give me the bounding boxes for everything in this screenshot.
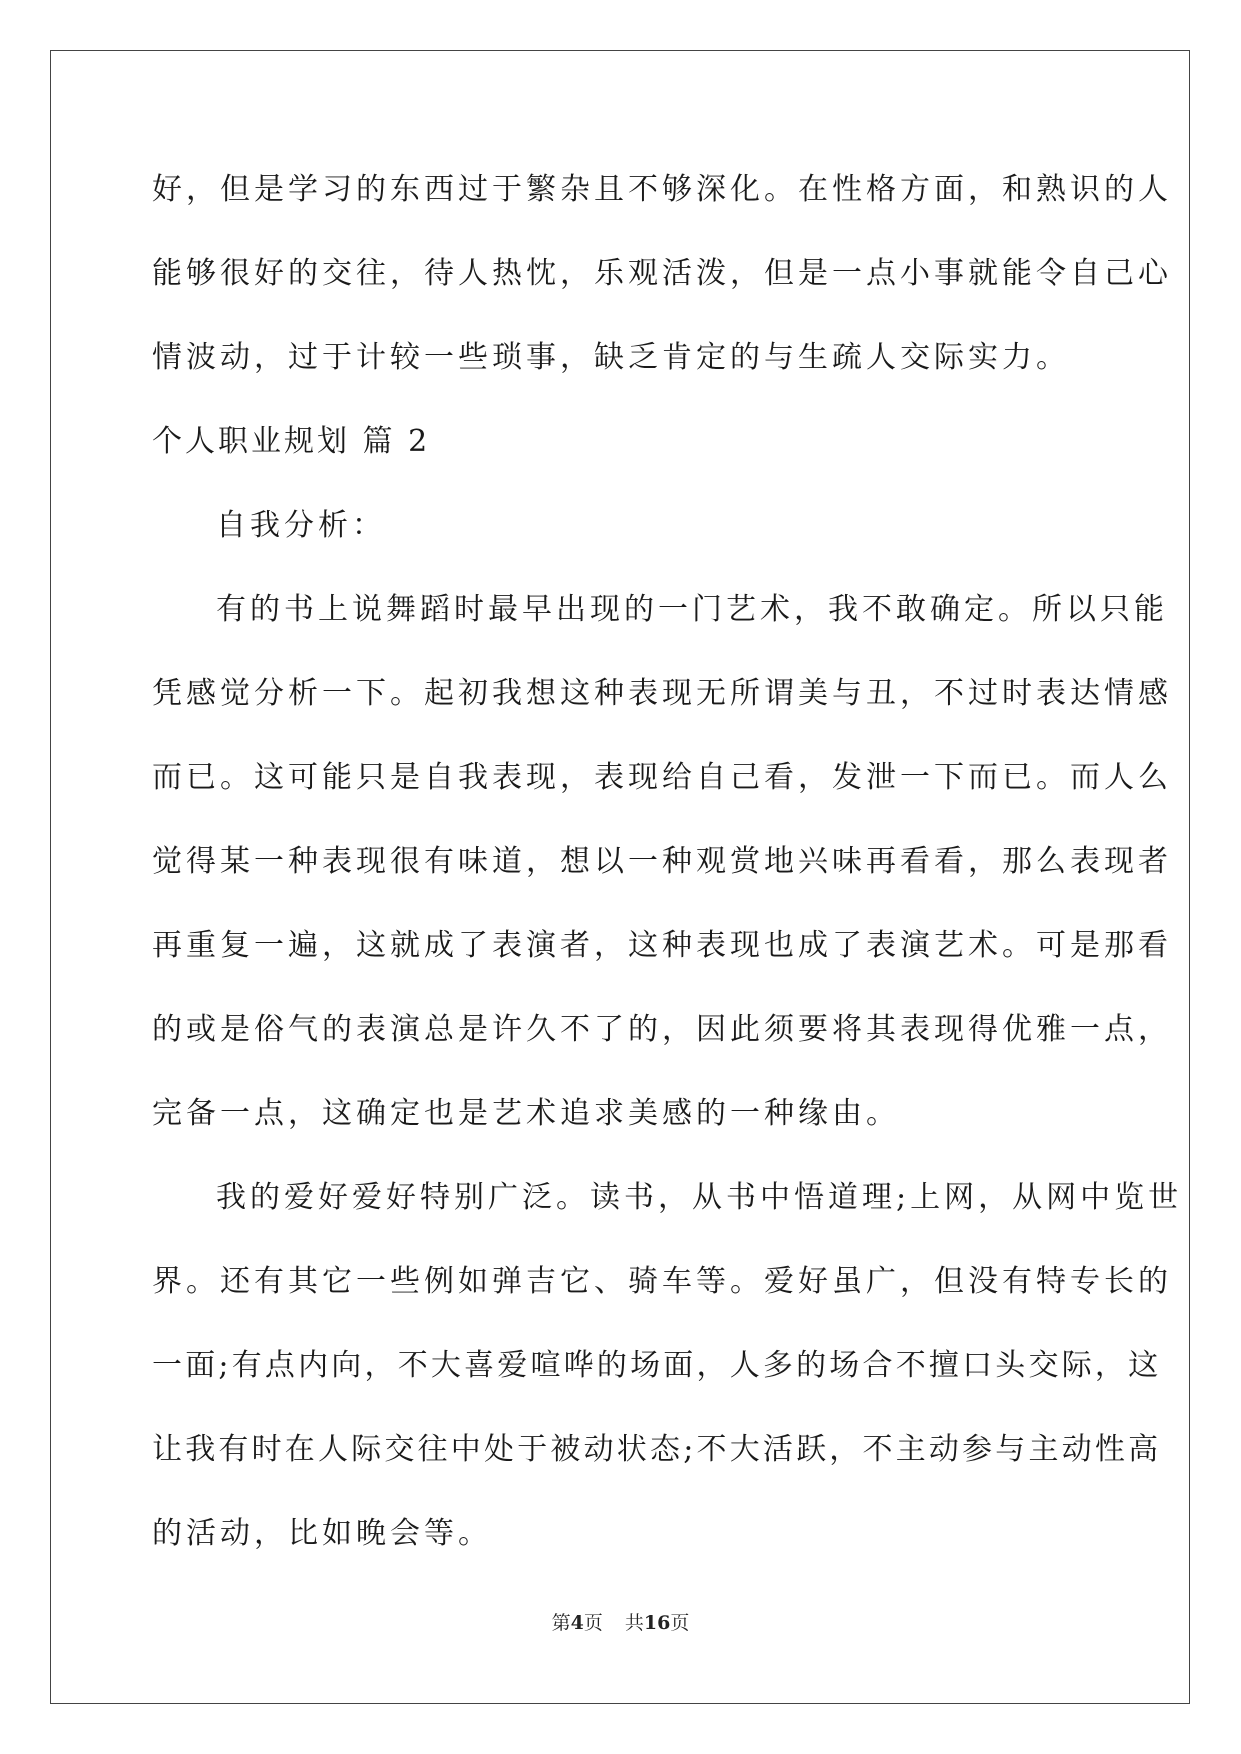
text-line: 再重复一遍，这就成了表演者，这种表现也成了表演艺术。可是那看	[152, 928, 1172, 963]
text-line: 情波动，过于计较一些琐事，缺乏肯定的与生疏人交际实力。	[152, 340, 1070, 375]
total-pages-number: 16	[643, 1612, 671, 1634]
document-body	[152, 158, 1183, 1586]
text-line: 而已。这可能只是自我表现，表现给自己看，发泄一下而已。而人么	[152, 760, 1172, 795]
current-page-number: 4	[570, 1612, 584, 1634]
subheading: 自我分析：	[216, 508, 386, 543]
text-line: 好，但是学习的东西过于繁杂且不够深化。在性格方面，和熟识的人	[152, 172, 1172, 207]
text-line: 界。还有其它一些例如弹吉它、骑车等。爱好虽广，但没有特专长的	[152, 1264, 1172, 1299]
text-line: 让我有时在人际交往中处于被动状态;不大活跃，不主动参与主动性高	[152, 1432, 1162, 1467]
section-heading: 个人职业规划 篇 2	[152, 424, 431, 459]
text-line: 凭感觉分析一下。起初我想这种表现无所谓美与丑，不过时表达情感	[152, 676, 1172, 711]
text-line: 觉得某一种表现很有味道，想以一种观赏地兴味再看看，那么表现者	[152, 844, 1172, 879]
text-line: 的活动，比如晚会等。	[152, 1516, 492, 1551]
page-suffix: 页	[583, 1612, 603, 1634]
page-footer	[0, 1608, 1241, 1635]
text-line: 一面;有点内向，不大喜爱喧哗的场面，人多的场合不擅口头交际，这	[152, 1348, 1162, 1383]
page-prefix: 第	[551, 1612, 571, 1634]
text-line: 完备一点，这确定也是艺术追求美感的一种缘由。	[152, 1096, 900, 1131]
text-line: 能够很好的交往，待人热忱，乐观活泼，但是一点小事就能令自己心	[152, 256, 1172, 291]
total-suffix: 页	[670, 1612, 690, 1634]
text-line: 我的爱好爱好特别广泛。读书，从书中悟道理;上网，从网中览世	[216, 1180, 1183, 1215]
total-prefix: 共	[624, 1612, 644, 1634]
text-line: 有的书上说舞蹈时最早出现的一门艺术，我不敢确定。所以只能	[216, 592, 1168, 627]
text-line: 的或是俗气的表演总是许久不了的，因此须要将其表现得优雅一点，	[152, 1012, 1172, 1047]
